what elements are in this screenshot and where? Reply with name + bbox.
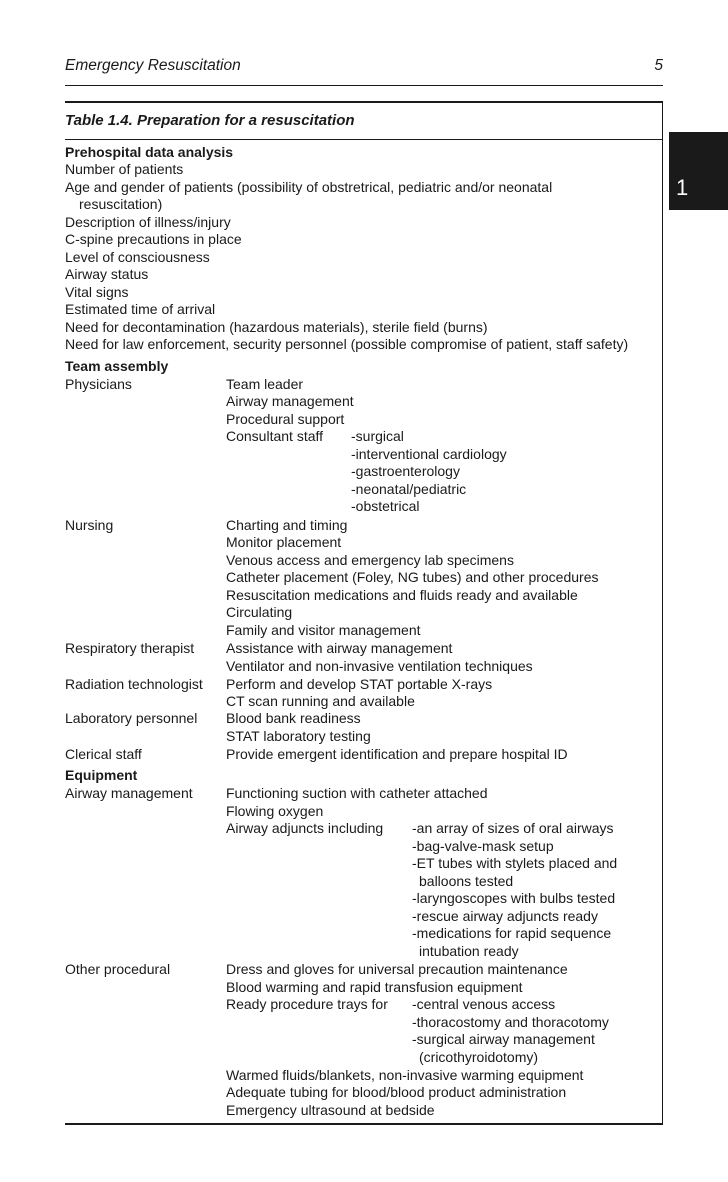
chapter-tab <box>669 132 728 210</box>
adjunct-item: intubation ready <box>419 943 519 959</box>
role-duty: Charting and timing <box>226 517 348 533</box>
page-number: 5 <box>654 57 663 74</box>
role-duty: Catheter placement (Foley, NG tubes) and other procedures <box>226 569 599 585</box>
consultant-item: -obstetrical <box>351 498 420 514</box>
prehospital-heading: Prehospital data analysis <box>65 144 234 160</box>
consultant-item: -interventional cardiology <box>351 446 507 462</box>
role-label: Clerical staff <box>65 746 142 762</box>
equipment-item: Flowing oxygen <box>226 803 324 819</box>
adjunct-item: -medications for rapid sequence <box>412 925 612 941</box>
chapter-tab-number: 1 <box>676 175 689 200</box>
equipment-item: Warmed fluids/blankets, non-invasive warming equipment <box>226 1067 584 1083</box>
prehospital-item: Level of consciousness <box>65 249 210 265</box>
prehospital-item: Number of patients <box>65 161 184 177</box>
adjunct-item: -laryngoscopes with bulbs tested <box>412 890 616 906</box>
role-label: Respiratory therapist <box>65 640 195 656</box>
equipment-item: Emergency ultrasound at bedside <box>226 1102 435 1118</box>
table-bottom-rule <box>65 1123 663 1125</box>
equipment-heading: Equipment <box>65 767 138 783</box>
tray-item: (cricothyroidotomy) <box>419 1049 539 1065</box>
consultant-item: -neonatal/pediatric <box>351 481 467 497</box>
role-label: Radiation technologist <box>65 676 203 692</box>
prehospital-item: Age and gender of patients (possibility of obstretrical, pediatric and/or neonatal <box>65 179 553 195</box>
role-duty: Consultant staff <box>226 428 324 444</box>
role-duty: Ventilator and non-invasive ventilation techniques <box>226 658 533 674</box>
role-duty: Blood bank readiness <box>226 710 361 726</box>
role-duty: STAT laboratory testing <box>226 728 371 744</box>
prehospital-item: Description of illness/injury <box>65 214 231 230</box>
role-duty: Family and visitor management <box>226 622 421 638</box>
role-duty: Provide emergent identification and prepare hospital ID <box>226 746 568 762</box>
consultant-item: -surgical <box>351 428 404 444</box>
role-duty: Monitor placement <box>226 534 342 550</box>
prehospital-item: Need for decontamination (hazardous materials), sterile field (burns) <box>65 319 488 335</box>
prehospital-item: Need for law enforcement, security personnel (possible compromise of patient, staff safety) <box>65 336 629 352</box>
adjunct-item: balloons tested <box>419 873 514 889</box>
consultant-item: -gastroenterology <box>351 463 460 479</box>
role-duty: Assistance with airway management <box>226 640 453 656</box>
table-title-rule <box>65 139 663 140</box>
team-heading: Team assembly <box>65 358 169 374</box>
tray-item: -surgical airway management <box>412 1031 595 1047</box>
adjunct-item: -bag-valve-mask setup <box>412 838 554 854</box>
role-duty: Resuscitation medications and fluids ready and available <box>226 587 578 603</box>
equipment-item: Airway adjuncts including <box>226 820 384 836</box>
role-duty: Venous access and emergency lab specimens <box>226 552 514 568</box>
running-head <box>65 57 663 79</box>
role-duty: CT scan running and available <box>226 693 415 709</box>
role-label: Laboratory personnel <box>65 710 198 726</box>
equipment-item: Blood warming and rapid transfusion equipment <box>226 979 523 995</box>
prehospital-item: Estimated time of arrival <box>65 301 216 317</box>
equipment-item: Adequate tubing for blood/blood product administration <box>226 1084 567 1100</box>
role-duty: Procedural support <box>226 411 345 427</box>
prehospital-item: Airway status <box>65 266 149 282</box>
adjunct-item: -rescue airway adjuncts ready <box>412 908 598 924</box>
equipment-item: Dress and gloves for universal precaution maintenance <box>226 961 568 977</box>
role-duty: Airway management <box>226 393 354 409</box>
adjunct-item: -an array of sizes of oral airways <box>412 820 614 836</box>
equipment-item: Ready procedure trays for <box>226 996 388 1012</box>
tray-item: -thoracostomy and thoracotomy <box>412 1014 609 1030</box>
role-duty: Perform and develop STAT portable X-rays <box>226 676 493 692</box>
role-duty: Circulating <box>226 604 293 620</box>
running-title: Emergency Resuscitation <box>65 57 241 74</box>
prehospital-item: resuscitation) <box>79 196 163 212</box>
equipment-label: Other procedural <box>65 961 171 977</box>
prehospital-item: Vital signs <box>65 284 129 300</box>
adjunct-item: -ET tubes with stylets placed and <box>412 855 618 871</box>
role-duty: Team leader <box>226 376 304 392</box>
table-top-rule <box>65 101 663 103</box>
table-title: Table 1.4. Preparation for a resuscitation <box>65 112 355 129</box>
role-label: Nursing <box>65 517 114 533</box>
prehospital-item: C-spine precautions in place <box>65 231 242 247</box>
equipment-item: Functioning suction with catheter attached <box>226 785 488 801</box>
tray-item: -central venous access <box>412 996 556 1012</box>
table-side-rule <box>662 101 663 1124</box>
header-rule <box>65 85 663 86</box>
role-label: Physicians <box>65 376 132 392</box>
equipment-label: Airway management <box>65 785 193 801</box>
